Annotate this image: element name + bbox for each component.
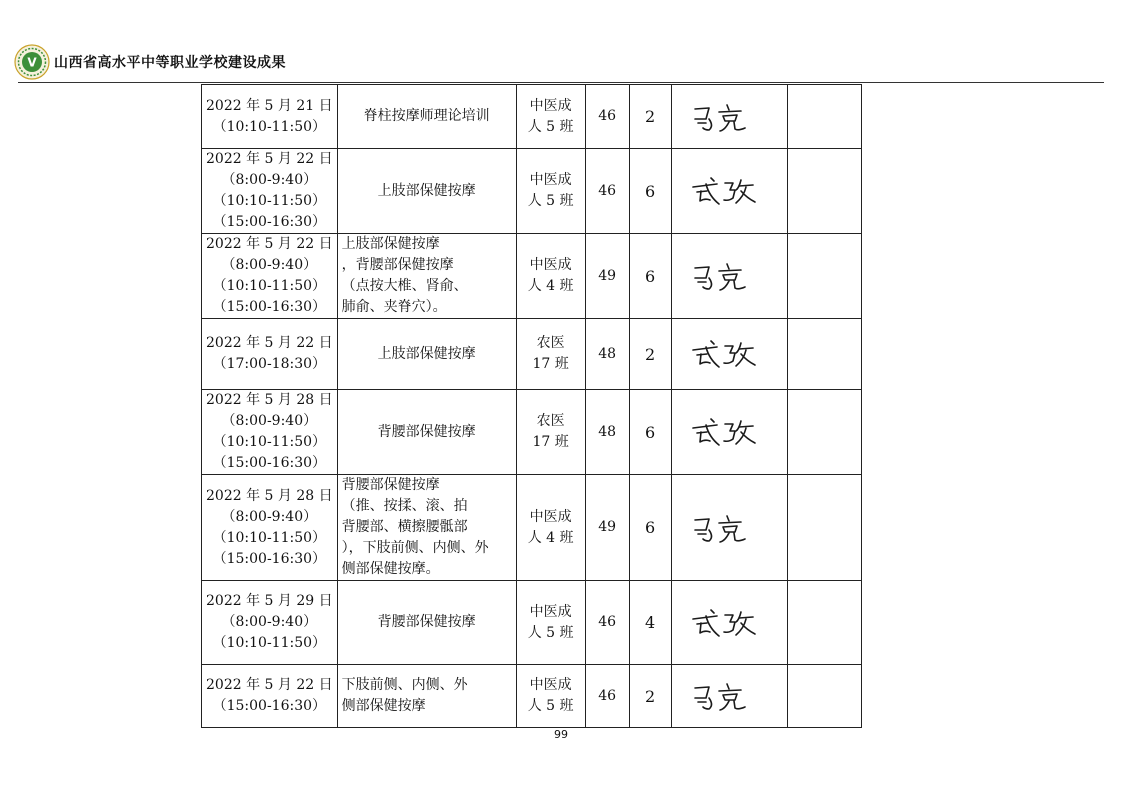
signature-stroke	[693, 184, 717, 187]
signature-stroke	[741, 623, 755, 634]
signature-stroke	[736, 180, 741, 190]
students-cell: 49	[585, 475, 629, 581]
signature-wu-zheng	[689, 174, 769, 208]
signature-stroke	[706, 347, 719, 367]
hours-cell: 2	[629, 665, 671, 728]
table-row	[202, 475, 862, 581]
page-header	[0, 0, 1122, 84]
signature-stroke	[723, 274, 737, 280]
date-line: （10:10-11:50）	[212, 529, 327, 546]
table-row	[202, 319, 862, 390]
signature-cell	[671, 390, 787, 475]
training-log-table	[201, 84, 862, 728]
signature-stroke	[711, 178, 714, 181]
students-cell: 46	[585, 581, 629, 665]
content-cell	[337, 234, 516, 319]
content-cell	[337, 581, 516, 665]
date-line: （8:00-9:40）	[221, 413, 318, 429]
signature-ma-liang	[689, 679, 769, 713]
signature-stroke	[720, 281, 729, 290]
signature-stroke	[703, 119, 712, 130]
content-text: 背腰部保健按摩	[377, 423, 476, 440]
table-row	[202, 85, 862, 149]
signature-wu-zheng	[689, 415, 769, 449]
signature-stroke	[723, 526, 737, 532]
content-text: 上肢部保健按摩	[377, 182, 476, 199]
hours-cell: 2	[629, 85, 671, 149]
signature-cell	[671, 665, 787, 728]
content-cell	[337, 319, 516, 390]
signature-stroke	[723, 694, 737, 700]
signature-stroke	[693, 347, 717, 350]
signature-stroke	[724, 424, 735, 441]
signature-stroke	[727, 684, 729, 689]
signature-stroke	[720, 701, 729, 710]
content-text: 上肢部保健按摩 ，背腰部保健按摩 （点按大椎、肾俞、 肺俞、夹脊穴）。	[341, 236, 468, 315]
signature-stroke	[703, 278, 712, 289]
table-row	[202, 581, 862, 665]
signature-stroke	[719, 270, 741, 271]
date-cell	[202, 390, 338, 475]
table-row	[202, 149, 862, 234]
signature-stroke	[697, 623, 707, 624]
content-cell	[337, 475, 516, 581]
table-row	[202, 665, 862, 728]
remarks-cell	[787, 390, 861, 475]
signature-stroke	[736, 343, 741, 353]
content-cell	[337, 85, 516, 149]
signature-stroke	[727, 105, 729, 110]
class-cell	[516, 234, 585, 319]
class-cell	[516, 475, 585, 581]
date-line: （15:00-16:30）	[212, 550, 327, 567]
school-emblem-icon	[14, 44, 50, 80]
date-line: （10:10-11:50）	[212, 434, 327, 450]
signature-wu-zheng	[689, 337, 769, 371]
students-cell: 46	[585, 665, 629, 728]
signature-stroke	[724, 615, 735, 632]
date-line: （8:00-9:40）	[221, 508, 318, 525]
signature-stroke	[734, 533, 745, 541]
signature-wu-zheng	[689, 606, 769, 640]
signature-stroke	[695, 108, 709, 119]
remarks-cell	[787, 475, 861, 581]
signature-stroke	[695, 687, 709, 698]
signature-cell	[671, 234, 787, 319]
hours-cell: 6	[629, 234, 671, 319]
date-line: （8:00-9:40）	[221, 614, 318, 630]
students-cell: 48	[585, 319, 629, 390]
students-cell: 46	[585, 149, 629, 234]
date-line: （8:00-9:40）	[221, 172, 318, 188]
class-text: 中医成 人 5 班	[527, 677, 574, 714]
date-line: （15:00-16:30）	[212, 299, 327, 315]
signature-stroke	[739, 185, 753, 186]
remarks-cell	[787, 234, 861, 319]
signature-stroke	[741, 432, 755, 443]
table-row	[202, 390, 862, 475]
header-divider	[18, 82, 1104, 83]
signature-ma-liang	[689, 511, 769, 545]
content-cell	[337, 390, 516, 475]
date-line: （8:00-9:40）	[221, 257, 318, 273]
hours-cell: 2	[629, 319, 671, 390]
signature-stroke	[724, 183, 735, 200]
class-cell	[516, 581, 585, 665]
date-line: （10:10-11:50）	[212, 193, 327, 209]
content-cell	[337, 665, 516, 728]
date-line: （10:10-11:50）	[212, 278, 327, 294]
signature-stroke	[727, 516, 729, 521]
signature-stroke	[711, 610, 714, 613]
hours-cell: 6	[629, 390, 671, 475]
signature-stroke	[706, 184, 719, 204]
date-line: 2022 年 5 月 22 日	[206, 677, 333, 693]
content-text: 背腰部保健按摩	[377, 614, 476, 630]
signature-cell	[671, 149, 787, 234]
class-text: 中医成 人 4 班	[527, 508, 574, 546]
class-cell	[516, 390, 585, 475]
date-line: 2022 年 5 月 22 日	[206, 335, 333, 351]
date-line: 2022 年 5 月 28 日	[206, 487, 333, 504]
signature-stroke	[697, 191, 707, 192]
content-text: 下肢前侧、内侧、外 侧部保健按摩	[341, 677, 468, 714]
page-number: 99	[554, 728, 568, 741]
date-line: 2022 年 5 月 22 日	[206, 151, 333, 167]
content-text: 脊柱按摩师理论培训	[363, 108, 490, 124]
signature-stroke	[727, 264, 729, 269]
date-line: （15:00-16:30）	[212, 214, 327, 230]
signature-stroke	[739, 617, 753, 618]
header-title: 山西省高水平中等职业学校建设成果	[54, 55, 286, 71]
date-line: （15:00-16:30）	[212, 455, 327, 471]
signature-stroke	[739, 348, 753, 349]
date-line: （10:10-11:50）	[212, 118, 327, 135]
date-line: 2022 年 5 月 28 日	[206, 392, 333, 408]
signature-stroke	[736, 612, 741, 622]
signature-stroke	[711, 341, 714, 344]
signature-stroke	[739, 426, 753, 427]
class-cell	[516, 85, 585, 149]
class-cell	[516, 319, 585, 390]
hours-cell: 4	[629, 581, 671, 665]
signature-stroke	[723, 115, 737, 121]
remarks-cell	[787, 85, 861, 149]
date-line: 2022 年 5 月 29 日	[206, 593, 333, 609]
date-line: （15:00-16:30）	[212, 698, 327, 714]
class-cell	[516, 149, 585, 234]
remarks-cell	[787, 665, 861, 728]
date-line: （10:10-11:50）	[212, 635, 327, 651]
signature-stroke	[719, 522, 741, 523]
signature-stroke	[693, 616, 717, 619]
class-text: 农医 17 班	[532, 413, 569, 450]
signature-stroke	[734, 701, 745, 709]
signature-ma-liang	[689, 100, 769, 134]
signature-stroke	[734, 122, 745, 130]
date-cell	[202, 234, 338, 319]
signature-stroke	[724, 346, 735, 363]
date-line: 2022 年 5 月 21 日	[206, 97, 333, 114]
date-cell	[202, 85, 338, 149]
signature-cell	[671, 581, 787, 665]
content-text: 背腰部保健按摩 （推、按揉、滚、拍 背腰部、横擦腰骶部 ），下肢前侧、内侧、外 侧部保健按摩。	[341, 477, 489, 577]
remarks-cell	[787, 319, 861, 390]
emblem-letter: V	[27, 55, 37, 70]
signature-stroke	[720, 533, 729, 542]
date-cell	[202, 581, 338, 665]
remarks-cell	[787, 581, 861, 665]
class-text: 中医成 人 4 班	[527, 257, 574, 294]
signature-stroke	[706, 425, 719, 445]
students-cell: 49	[585, 234, 629, 319]
date-cell	[202, 149, 338, 234]
remarks-cell	[787, 149, 861, 234]
signature-stroke	[695, 519, 709, 530]
date-cell	[202, 665, 338, 728]
signature-ma-liang	[689, 259, 769, 293]
signature-cell	[671, 319, 787, 390]
signature-stroke	[697, 354, 707, 355]
signature-stroke	[719, 111, 741, 112]
signature-stroke	[693, 425, 717, 428]
hours-cell: 6	[629, 149, 671, 234]
content-text: 上肢部保健按摩	[377, 345, 476, 362]
signature-stroke	[720, 122, 729, 131]
class-text: 农医 17 班	[532, 335, 569, 372]
signature-stroke	[695, 267, 709, 278]
class-cell	[516, 665, 585, 728]
signature-stroke	[734, 281, 745, 289]
date-line: （17:00-18:30）	[212, 356, 327, 372]
signature-stroke	[741, 354, 755, 365]
signature-stroke	[741, 191, 755, 202]
signature-stroke	[706, 616, 719, 636]
signature-stroke	[711, 419, 714, 422]
class-text: 中医成 人 5 班	[527, 603, 574, 641]
signature-cell	[671, 85, 787, 149]
signature-stroke	[719, 690, 741, 691]
students-cell: 46	[585, 85, 629, 149]
table-row	[202, 234, 862, 319]
content-cell	[337, 149, 516, 234]
signature-stroke	[703, 530, 712, 541]
date-cell	[202, 319, 338, 390]
hours-cell: 6	[629, 475, 671, 581]
signature-stroke	[736, 421, 741, 431]
class-text: 中医成 人 5 班	[527, 172, 574, 209]
class-text: 中医成 人 5 班	[527, 97, 574, 135]
date-line: 2022 年 5 月 22 日	[206, 236, 333, 252]
students-cell: 48	[585, 390, 629, 475]
date-cell	[202, 475, 338, 581]
signature-stroke	[697, 432, 707, 433]
signature-stroke	[703, 698, 712, 709]
signature-cell	[671, 475, 787, 581]
